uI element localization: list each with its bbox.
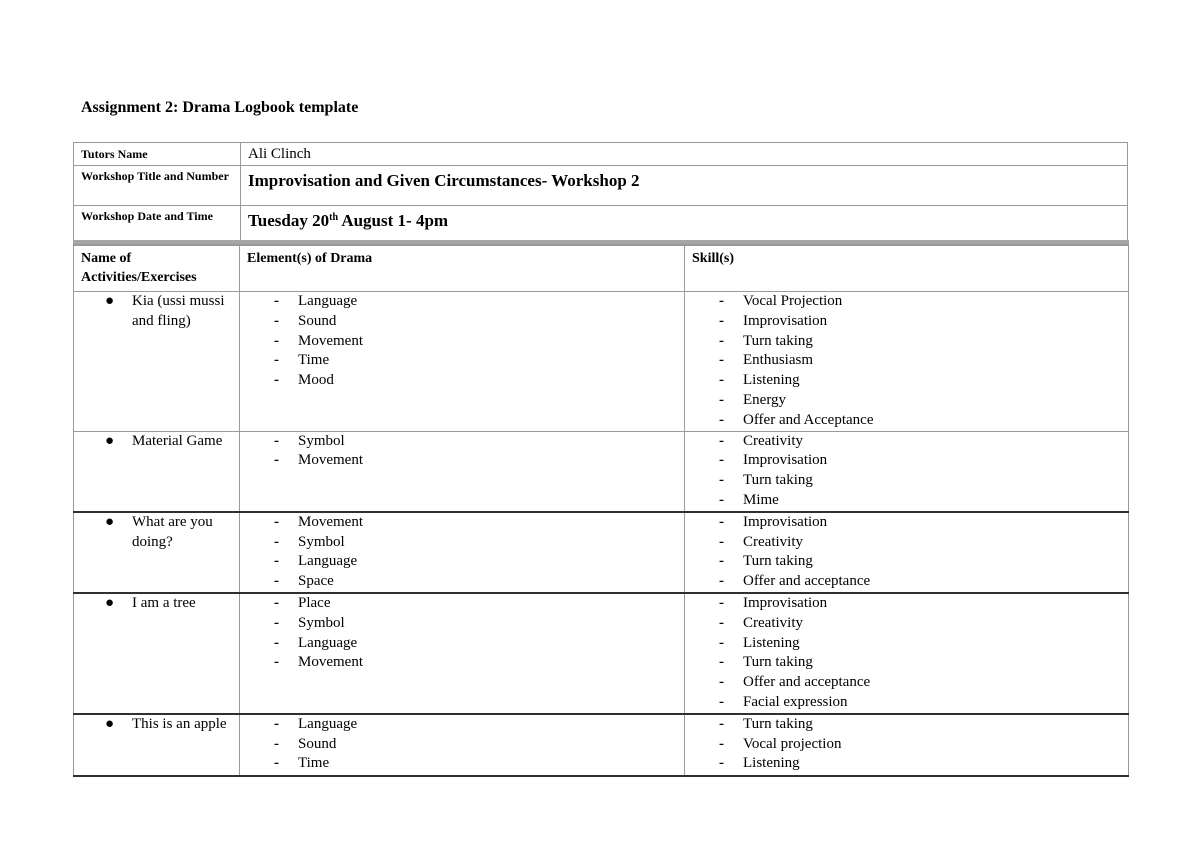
bullet-icon: ● [105, 594, 115, 611]
list-item: - Space [240, 572, 684, 592]
list-item: - Language [240, 292, 684, 312]
list-item: - Movement [240, 513, 684, 533]
workshop-title-row [74, 166, 1128, 206]
activity-cell [74, 714, 240, 776]
list-item: - Movement [240, 332, 684, 352]
activity-name: Kia (ussi mussi and fling) [132, 293, 225, 329]
elements-cell [240, 512, 685, 593]
list-item: - Sound [240, 735, 684, 755]
activity-cell [74, 593, 240, 714]
list-item: - Listening [685, 634, 1128, 654]
document-title: Assignment 2: Drama Logbook template [81, 99, 359, 116]
activity-cell [74, 431, 240, 512]
skills-cell [685, 431, 1129, 512]
activity-cell [74, 512, 240, 593]
list-item: - Turn taking [685, 552, 1128, 572]
workshop-title-label: Workshop Title and Number [74, 166, 241, 206]
skills-cell [685, 292, 1129, 432]
list-item: - Symbol [240, 533, 684, 553]
list-item: - Improvisation [685, 451, 1128, 471]
tutor-label: Tutors Name [74, 143, 241, 166]
list-item: - Place [240, 594, 684, 614]
list-item: - Turn taking [685, 715, 1128, 735]
list-item: - Creativity [685, 432, 1128, 452]
table-row [74, 714, 1129, 776]
date-prefix: Tuesday 20 [248, 211, 330, 230]
tutor-value: Ali Clinch [241, 143, 1128, 166]
elements-cell [240, 593, 685, 714]
list-item: - Enthusiasm [685, 351, 1128, 371]
list-item: - Listening [685, 371, 1128, 391]
list-item: - Mime [685, 491, 1128, 511]
list-item: - Creativity [685, 533, 1128, 553]
table-row [74, 292, 1129, 432]
list-item: - Listening [685, 754, 1128, 774]
list-item: - Symbol [240, 432, 684, 452]
bullet-icon: ● [105, 432, 115, 449]
workshop-date-label: Workshop Date and Time [74, 206, 241, 246]
list-item: - Improvisation [685, 312, 1128, 332]
bullet-icon: ● [105, 513, 115, 530]
bullet-icon: ● [105, 293, 115, 309]
elements-cell [240, 431, 685, 512]
skills-cell [685, 512, 1129, 593]
list-item: - Improvisation [685, 594, 1128, 614]
date-superscript: th [329, 212, 339, 223]
header-activities: Name of Activities/Exercises [74, 245, 240, 292]
list-item: - Turn taking [685, 653, 1128, 673]
date-suffix: August 1- 4pm [338, 211, 449, 230]
elements-cell [240, 714, 685, 776]
list-item: - Offer and acceptance [685, 572, 1128, 592]
workshop-info-table [73, 142, 1128, 246]
list-item: - Turn taking [685, 332, 1128, 352]
table-row [74, 431, 1129, 512]
activity-name: What are you doing? [132, 513, 213, 550]
list-item: - Vocal projection [685, 735, 1128, 755]
activity-name: Material Game [132, 432, 223, 449]
header-elements: Element(s) of Drama [240, 245, 685, 292]
table-row [74, 512, 1129, 593]
table-row [74, 593, 1129, 714]
list-item: - Vocal Projection [685, 292, 1128, 312]
activity-name: This is an apple [132, 715, 227, 732]
list-item: - Offer and acceptance [685, 673, 1128, 693]
header-skills: Skill(s) [685, 245, 1129, 292]
list-item: - Mood [240, 371, 684, 391]
list-item: - Language [240, 715, 684, 735]
list-item: - Creativity [685, 614, 1128, 634]
skills-cell [685, 593, 1129, 714]
list-item: - Time [240, 754, 684, 774]
list-item: - Sound [240, 312, 684, 332]
bullet-icon: ● [105, 715, 115, 732]
list-item: - Improvisation [685, 513, 1128, 533]
elements-cell [240, 292, 685, 432]
activities-table [73, 244, 1129, 777]
list-item: - Symbol [240, 614, 684, 634]
list-item: - Movement [240, 653, 684, 673]
table-header-row [74, 245, 1129, 292]
list-item: - Movement [240, 451, 684, 471]
workshop-title-value: Improvisation and Given Circumstances- Workshop 2 [241, 166, 1128, 206]
tutor-row [74, 143, 1128, 166]
skills-cell [685, 714, 1129, 776]
list-item: - Turn taking [685, 471, 1128, 491]
list-item: - Time [240, 351, 684, 371]
list-item: - Offer and Acceptance [685, 411, 1128, 431]
activity-cell [74, 292, 240, 432]
activity-name: I am a tree [132, 594, 196, 611]
list-item: - Energy [685, 391, 1128, 411]
list-item: - Language [240, 552, 684, 572]
list-item: - Facial expression [685, 693, 1128, 713]
list-item: - Language [240, 634, 684, 654]
